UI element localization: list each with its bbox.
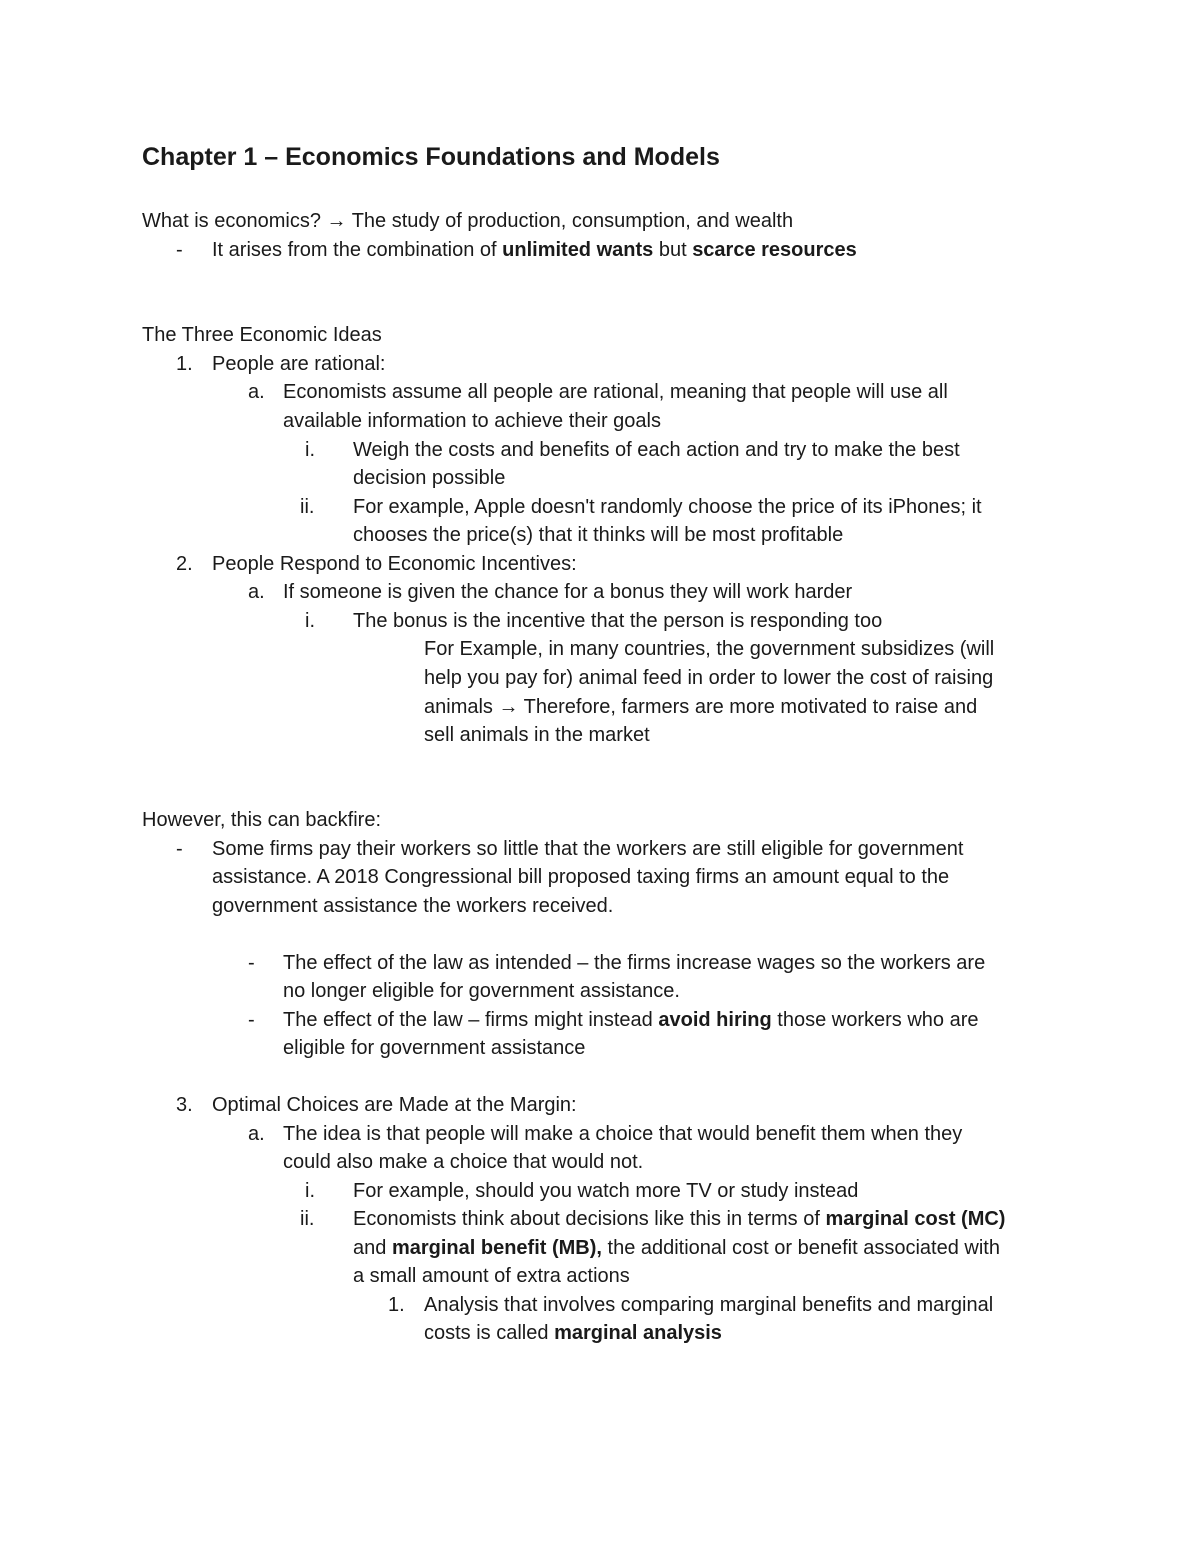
list-item-line [353, 1205, 1005, 1233]
bold-term-unlimited-wants: unlimited wants [502, 239, 654, 261]
list-item-line: If someone is given the chance for a bonus they will work harder [283, 581, 853, 603]
idea-3-label: Optimal Choices are Made at the Margin: [212, 1094, 577, 1116]
section-heading-three-ideas: The Three Economic Ideas [142, 324, 382, 346]
list-marker: a. [248, 1123, 265, 1145]
list-marker: a. [248, 381, 265, 403]
list-item-line [283, 1006, 978, 1034]
text-run: and [353, 1237, 392, 1259]
list-marker: 1. [388, 1294, 405, 1316]
example-line: For Example, in many countries, the government subsidizes (will [424, 638, 995, 660]
bold-term-avoid-hiring: avoid hiring [658, 1009, 772, 1031]
bold-term-scarce-resources: scarce resources [692, 239, 857, 261]
list-marker: a. [248, 581, 265, 603]
text-run: the additional cost or benefit associated with [601, 1237, 1000, 1259]
list-item-line: a small amount of extra actions [353, 1265, 630, 1287]
bullet-marker: - [176, 239, 183, 261]
list-item-line: The bonus is the incentive that the person is responding too [353, 610, 883, 632]
list-item-line [424, 1319, 722, 1347]
list-item-line: no longer eligible for government assistance. [283, 980, 680, 1002]
list-item-line: could also make a choice that would not. [283, 1151, 644, 1173]
list-item-line: decision possible [353, 467, 506, 489]
list-marker: 3. [176, 1094, 193, 1116]
list-marker: ii. [300, 1208, 315, 1230]
example-line: animals → Therefore, farmers are more motivated to raise and [424, 696, 978, 718]
list-item-line: The effect of the law as intended – the firms increase wages so the workers are [283, 952, 986, 974]
list-marker: 1. [176, 353, 193, 375]
scarcity-bullet [212, 236, 857, 264]
section-heading-backfire: However, this can backfire: [142, 809, 381, 831]
text-run: costs is called [424, 1322, 555, 1344]
list-item-line: For example, should you watch more TV or study instead [353, 1180, 859, 1202]
list-item-line: The idea is that people will make a choice that would benefit them when they [283, 1123, 963, 1145]
economics-definition: What is economics? → The study of production, consumption, and wealth [142, 210, 794, 232]
bullet-marker: - [248, 1009, 255, 1031]
list-item-line: Analysis that involves comparing marginal benefits and marginal [424, 1294, 994, 1316]
text-run: The effect of the law – firms might instead [283, 1009, 659, 1031]
idea-2-label: People Respond to Economic Incentives: [212, 553, 577, 575]
text-run: It arises from the combination of [212, 239, 503, 261]
text-run: but [653, 239, 693, 261]
text-run: Economists think about decisions like this in terms of [353, 1208, 826, 1230]
example-line: help you pay for) animal feed in order to lower the cost of raising [424, 667, 994, 689]
list-marker: ii. [300, 496, 315, 518]
list-marker: i. [305, 439, 315, 461]
page-title: Chapter 1 – Economics Foundations and Models [142, 143, 720, 171]
list-item-line: government assistance the workers received. [212, 895, 614, 917]
text-run: those workers who are [771, 1009, 979, 1031]
list-item-line: assistance. A 2018 Congressional bill proposed taxing firms an amount equal to the [212, 866, 950, 888]
bold-term-marginal-cost: marginal cost (MC) [825, 1208, 1006, 1230]
list-item-line [353, 1234, 1000, 1262]
list-marker: 2. [176, 553, 193, 575]
list-item-line: chooses the price(s) that it thinks will be most profitable [353, 524, 844, 546]
list-marker: i. [305, 1180, 315, 1202]
bullet-marker: - [248, 952, 255, 974]
bullet-marker: - [176, 838, 183, 860]
list-item-line: eligible for government assistance [283, 1037, 586, 1059]
list-item-line: available information to achieve their goals [283, 410, 661, 432]
list-item-line: Some firms pay their workers so little that the workers are still eligible for government [212, 838, 964, 860]
example-line: sell animals in the market [424, 724, 650, 746]
list-item-line: Economists assume all people are rational, meaning that people will use all [283, 381, 948, 403]
list-marker: i. [305, 610, 315, 632]
bold-term-marginal-analysis: marginal analysis [554, 1322, 722, 1344]
list-item-line: Weigh the costs and benefits of each action and try to make the best [353, 439, 960, 461]
bold-term-marginal-benefit: marginal benefit (MB), [391, 1237, 602, 1259]
list-item-line: For example, Apple doesn't randomly choose the price of its iPhones; it [353, 496, 982, 518]
idea-1-label: People are rational: [212, 353, 386, 375]
